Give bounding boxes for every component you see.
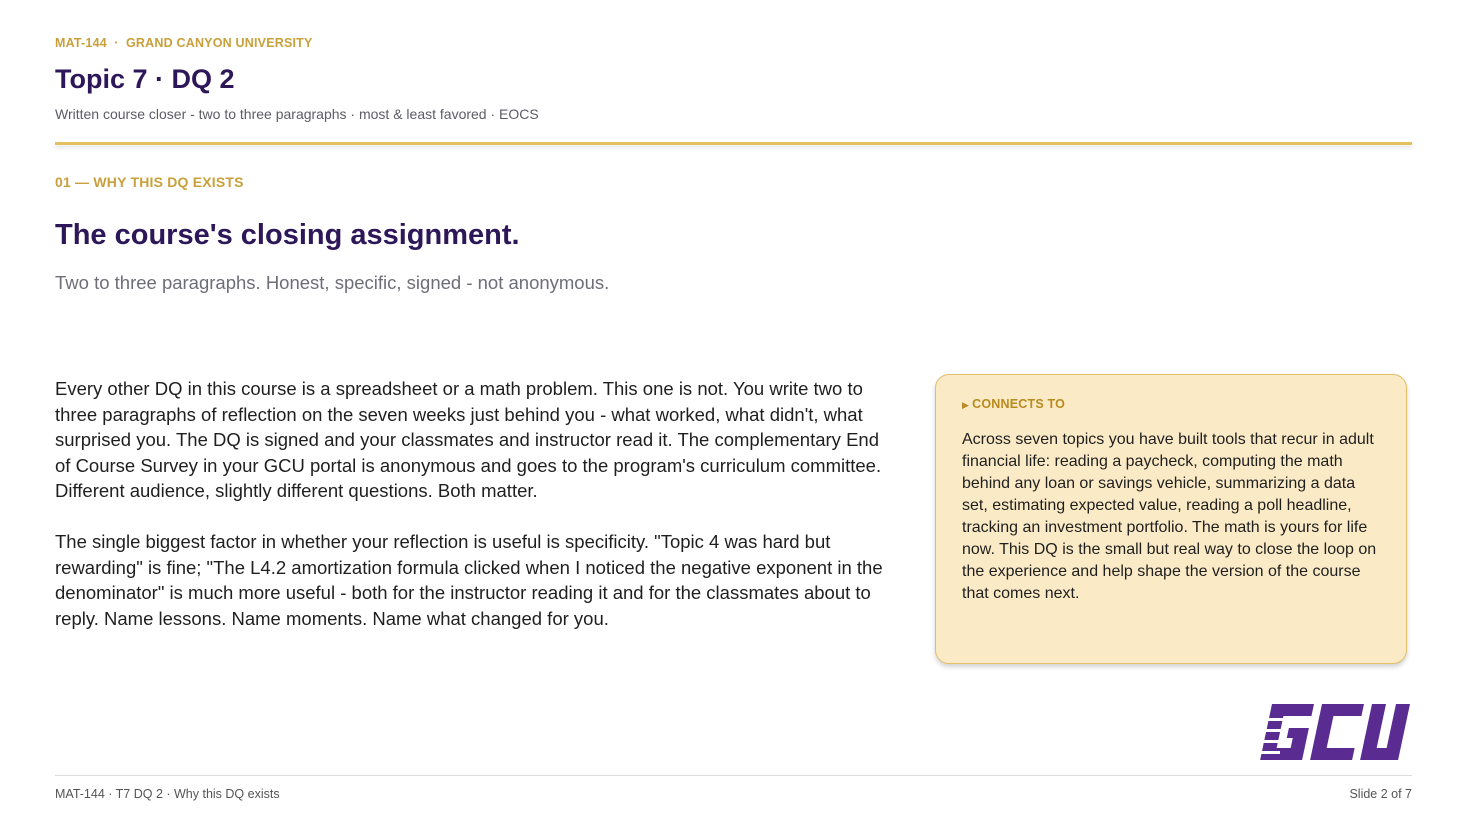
callout-text: Across seven topics you have built tools that recur in adult financial life: reading a paycheck, computing the math behind any loan or savings vehicle, summarizing a data set, estimating expected value, reading a poll headline, tracking an investment portfolio. The math is yours for life now. This DQ is the small but real way to close the loop on the experience and help shape the version of the course that comes next. xyxy=(962,431,1377,602)
section-subheading: Two to three paragraphs. Honest, specific, signed - not anonymous. xyxy=(55,272,610,293)
course-code: MAT-144 xyxy=(55,36,107,50)
page-subtitle: Written course closer - two to three paragraphs · most & least favored · EOCS xyxy=(55,106,539,122)
connects-to-callout xyxy=(935,374,1407,664)
footer-breadcrumb: MAT-144 · T7 DQ 2 · Why this DQ exists xyxy=(55,787,280,801)
footer-divider xyxy=(55,775,1412,776)
section-heading: The course's closing assignment. xyxy=(55,219,520,251)
body-paragraph: Every other DQ in this course is a spreadsheet or a math problem. This one is not. You write two to three paragraphs of reflection on the seven weeks just behind you - what worked, what didn't, what surprised you. The DQ is signed and your classmates and instructor read it. The complementary End of Course Survey in your GCU portal is anonymous and goes to the program's curriculum committee. Different audience, slightly different questions. Both matter. xyxy=(55,378,882,502)
university-name: GRAND CANYON UNIVERSITY xyxy=(125,36,313,50)
callout-label: CONNECTS TO xyxy=(972,397,1066,411)
body-paragraph: The single biggest factor in whether your reflection is useful is specificity. "Topic 4 was hard but rewarding" is fine; "The L4.2 amortization formula clicked when I noticed the negative exponent in the denominator" is much more useful - both for the instructor reading it and for the classmates about to reply. Name lessons. Name moments. Name what changed for you. xyxy=(55,530,883,629)
header-divider xyxy=(55,142,1412,145)
eyebrow-separator: · xyxy=(114,36,119,50)
course-eyebrow xyxy=(55,36,313,50)
slide-counter: Slide 2 of 7 xyxy=(1349,787,1412,801)
triangle-right-icon: ▶ xyxy=(962,400,970,410)
page-title: Topic 7 · DQ 2 xyxy=(55,64,235,94)
callout-label-row xyxy=(962,397,1380,411)
body-text xyxy=(55,376,885,656)
gcu-logo-icon xyxy=(1258,704,1410,760)
section-label: 01 — WHY THIS DQ EXISTS xyxy=(55,174,244,190)
